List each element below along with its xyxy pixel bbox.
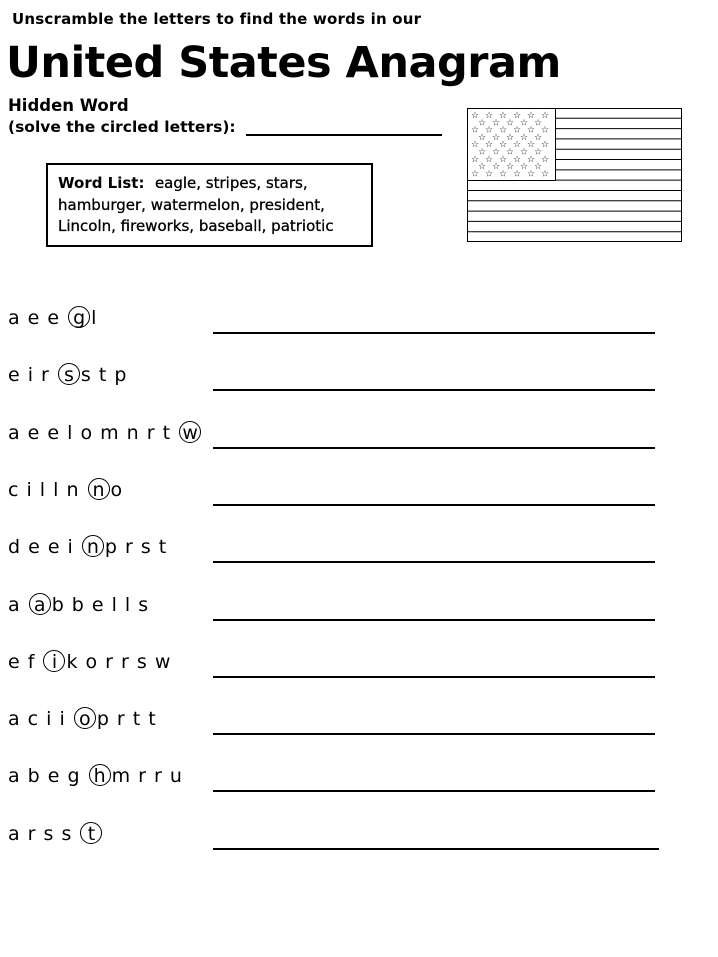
flag-star: ☆ [533,162,543,173]
flag-star: ☆ [512,125,522,136]
flag-star: ☆ [470,111,480,121]
page-title: United States Anagram [6,38,561,88]
answer-line[interactable] [213,619,655,621]
letters-before-circle: a c i i [8,708,73,731]
word-list-heading: Word List: [58,174,145,192]
circled-letter: a [29,593,51,615]
answer-line[interactable] [213,504,655,506]
flag-star: ☆ [540,140,550,151]
word-list-box [46,163,373,247]
scrambled-letters [8,593,149,617]
letters-after-circle: b b e l l s [51,593,150,616]
scrambled-letters [8,822,103,846]
flag-star: ☆ [533,118,543,129]
circled-letter: h [89,764,111,786]
flag-star: ☆ [484,140,494,151]
circled-letter: w [179,421,201,443]
flag-star: ☆ [498,111,508,121]
flag-star: ☆ [540,154,550,165]
flag-star: ☆ [505,162,515,173]
flag-star: ☆ [533,147,543,158]
flag-star: ☆ [540,169,550,180]
answer-line[interactable] [213,561,655,563]
letters-after-circle: o [110,478,124,501]
flag-star: ☆ [484,154,494,165]
word-list-line-3: Lincoln, fireworks, baseball, patriotic [58,217,334,235]
flag-star: ☆ [470,169,480,180]
answer-line[interactable] [213,332,655,334]
flag-star: ☆ [477,162,487,173]
flag-star: ☆ [477,147,487,158]
puzzle-row [8,363,668,403]
letters-before-circle: e f [8,650,43,673]
flag-star: ☆ [470,125,480,136]
word-list-line-1 [58,173,363,195]
answer-line[interactable] [213,733,655,735]
flag-star: ☆ [512,154,522,165]
puzzle-row [8,306,668,346]
circled-letter: n [82,535,104,557]
letters-before-circle: d e e i [8,536,81,559]
flag-star: ☆ [519,118,529,129]
letters-before-circle: a [8,593,28,616]
letters-after-circle: p r t t [96,708,157,731]
flag-star: ☆ [498,154,508,165]
flag-star: ☆ [512,140,522,151]
flag-star: ☆ [484,125,494,136]
answer-line[interactable] [213,389,655,391]
flag-star: ☆ [533,132,543,143]
letters-before-circle: a e e [8,307,68,329]
hidden-word-answer-line[interactable] [246,134,442,136]
flag-star: ☆ [526,154,536,165]
letters-after-circle: l [91,307,98,329]
flag-star: ☆ [484,111,494,121]
puzzle-row [8,707,668,747]
puzzle-row [8,650,668,690]
flag-star: ☆ [498,140,508,151]
flag-star: ☆ [526,125,536,136]
flag-star: ☆ [477,132,487,143]
circled-letter: t [80,822,102,844]
hidden-word-instruction: (solve the circled letters): [8,118,236,136]
answer-line[interactable] [213,790,655,792]
flag-star: ☆ [491,147,501,158]
scrambled-letters [8,535,167,559]
letters-before-circle: c i l l n [8,478,87,501]
answer-line[interactable] [213,848,659,850]
hidden-word-label: Hidden Word [8,96,129,115]
flag-star: ☆ [470,140,480,151]
flag-star: ☆ [526,169,536,180]
flag-star: ☆ [505,132,515,143]
flag-star: ☆ [470,154,480,165]
scrambled-letters [8,306,97,330]
letters-before-circle: a b e g [8,765,88,788]
flag-star: ☆ [498,169,508,180]
flag-star: ☆ [519,162,529,173]
flag-star: ☆ [540,125,550,136]
circled-letter: g [68,306,90,328]
answer-line[interactable] [213,676,655,678]
word-list-words-1: eagle, stripes, stars, [154,174,308,192]
scrambled-letters [8,478,123,502]
flag-star: ☆ [512,169,522,180]
letters-before-circle: e i r [8,364,57,387]
letters-before-circle: a e e l o m n r t [8,421,179,444]
scrambled-letters [8,650,171,674]
circled-letter: n [88,478,110,500]
puzzle-row [8,478,668,518]
word-list-line-2: hamburger, watermelon, president, [58,195,325,214]
flag-star: ☆ [526,140,536,151]
puzzle-row [8,535,668,575]
answer-line[interactable] [213,447,655,449]
letters-after-circle: p r s t [104,536,168,559]
flag-star: ☆ [491,118,501,129]
letters-after-circle: s t p [80,364,128,387]
puzzle-row [8,822,668,862]
circled-letter: i [43,650,65,672]
flag-star: ☆ [491,162,501,173]
us-flag-icon [467,108,682,242]
flag-star: ☆ [505,147,515,158]
flag-star: ☆ [477,118,487,129]
scrambled-letters [8,764,183,788]
letters-after-circle: m r r u [111,765,183,788]
flag-star: ☆ [505,118,515,129]
flag-star: ☆ [526,111,536,121]
puzzle-row [8,764,668,804]
circled-letter: o [74,707,96,729]
letters-before-circle: a r s s [8,822,80,845]
puzzle-row [8,421,668,461]
letters-after-circle: k o r r s w [66,650,172,673]
flag-star: ☆ [519,132,529,143]
flag-star: ☆ [512,111,522,121]
flag-star: ☆ [491,132,501,143]
scrambled-letters [8,707,157,731]
flag-star: ☆ [540,111,550,121]
scrambled-letters [8,363,127,387]
puzzle-row [8,593,668,633]
circled-letter: s [58,363,80,385]
instructions-text: Unscramble the letters to find the words in our [12,10,422,28]
flag-star: ☆ [519,147,529,158]
flag-star: ☆ [484,169,494,180]
flag-star: ☆ [498,125,508,136]
scrambled-letters [8,421,202,445]
